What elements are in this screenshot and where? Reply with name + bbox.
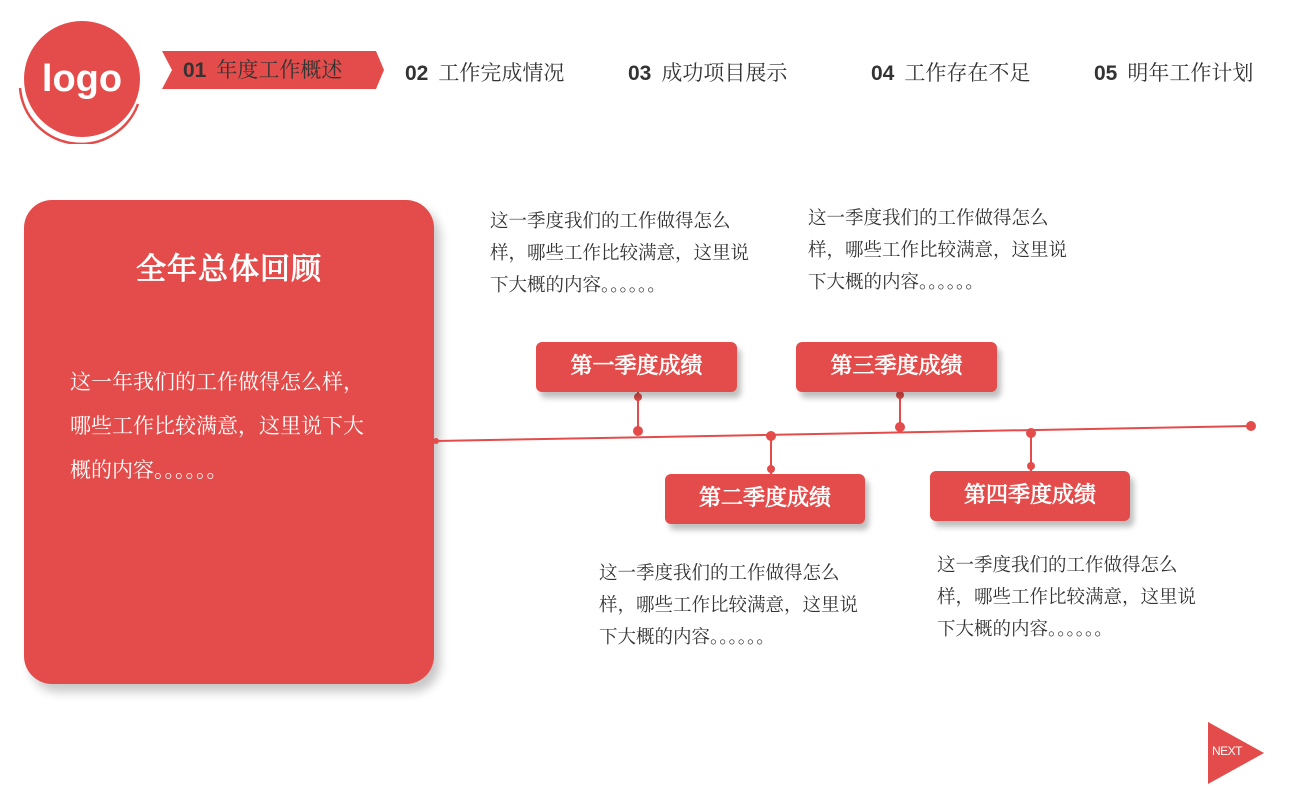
q3-connector-dot [896,391,904,399]
next-label: NEXT [1212,744,1243,758]
q4-connector-dot [1027,462,1035,470]
summary-body: 这一年我们的工作做得怎么样，哪些工作比较满意，这里说下大概的内容。。。。。。 [70,370,364,482]
next-button[interactable] [1208,722,1264,784]
summary-title: 全年总体回顾 [136,252,322,287]
timeline-line [436,426,1251,441]
q4-timeline-dot [1026,428,1036,438]
nav-tab-number: 05 [1094,62,1118,85]
nav-tab-label: 成功项目展示 [661,61,788,85]
nav-tab-label: 明年工作计划 [1127,61,1254,85]
nav-tab-number: 01 [183,59,207,82]
q3-timeline-dot [895,422,905,432]
nav-tab-number: 02 [405,62,429,85]
nav-tab-label: 工作存在不足 [904,61,1031,85]
q1-timeline-dot [633,426,643,436]
q3-description: 这一季度我们的工作做得怎么样，哪些工作比较满意，这里说下大概的内容。。。。。。 [808,208,1068,293]
q2-connector-dot [767,465,775,473]
q1-connector-dot [634,393,642,401]
q2-badge: 第二季度成绩 [665,474,865,524]
q4-badge: 第四季度成绩 [930,471,1130,521]
nav-tab-label: 年度工作概述 [216,58,343,82]
q2-timeline-dot [766,431,776,441]
nav-tab-number: 04 [871,62,895,85]
q2-description: 这一季度我们的工作做得怎么样，哪些工作比较满意，这里说下大概的内容。。。。。。 [599,563,859,648]
timeline-end-dot [1246,421,1256,431]
q1-description: 这一季度我们的工作做得怎么样，哪些工作比较满意，这里说下大概的内容。。。。。。 [490,211,750,296]
timeline-start-dot [433,438,439,444]
logo-text: logo [24,21,140,137]
nav-tab-label: 工作完成情况 [438,61,565,85]
q4-description: 这一季度我们的工作做得怎么样，哪些工作比较满意，这里说下大概的内容。。。。。。 [937,555,1197,640]
q1-badge: 第一季度成绩 [536,342,737,392]
nav-tab-number: 03 [628,62,652,85]
q3-badge: 第三季度成绩 [796,342,997,392]
